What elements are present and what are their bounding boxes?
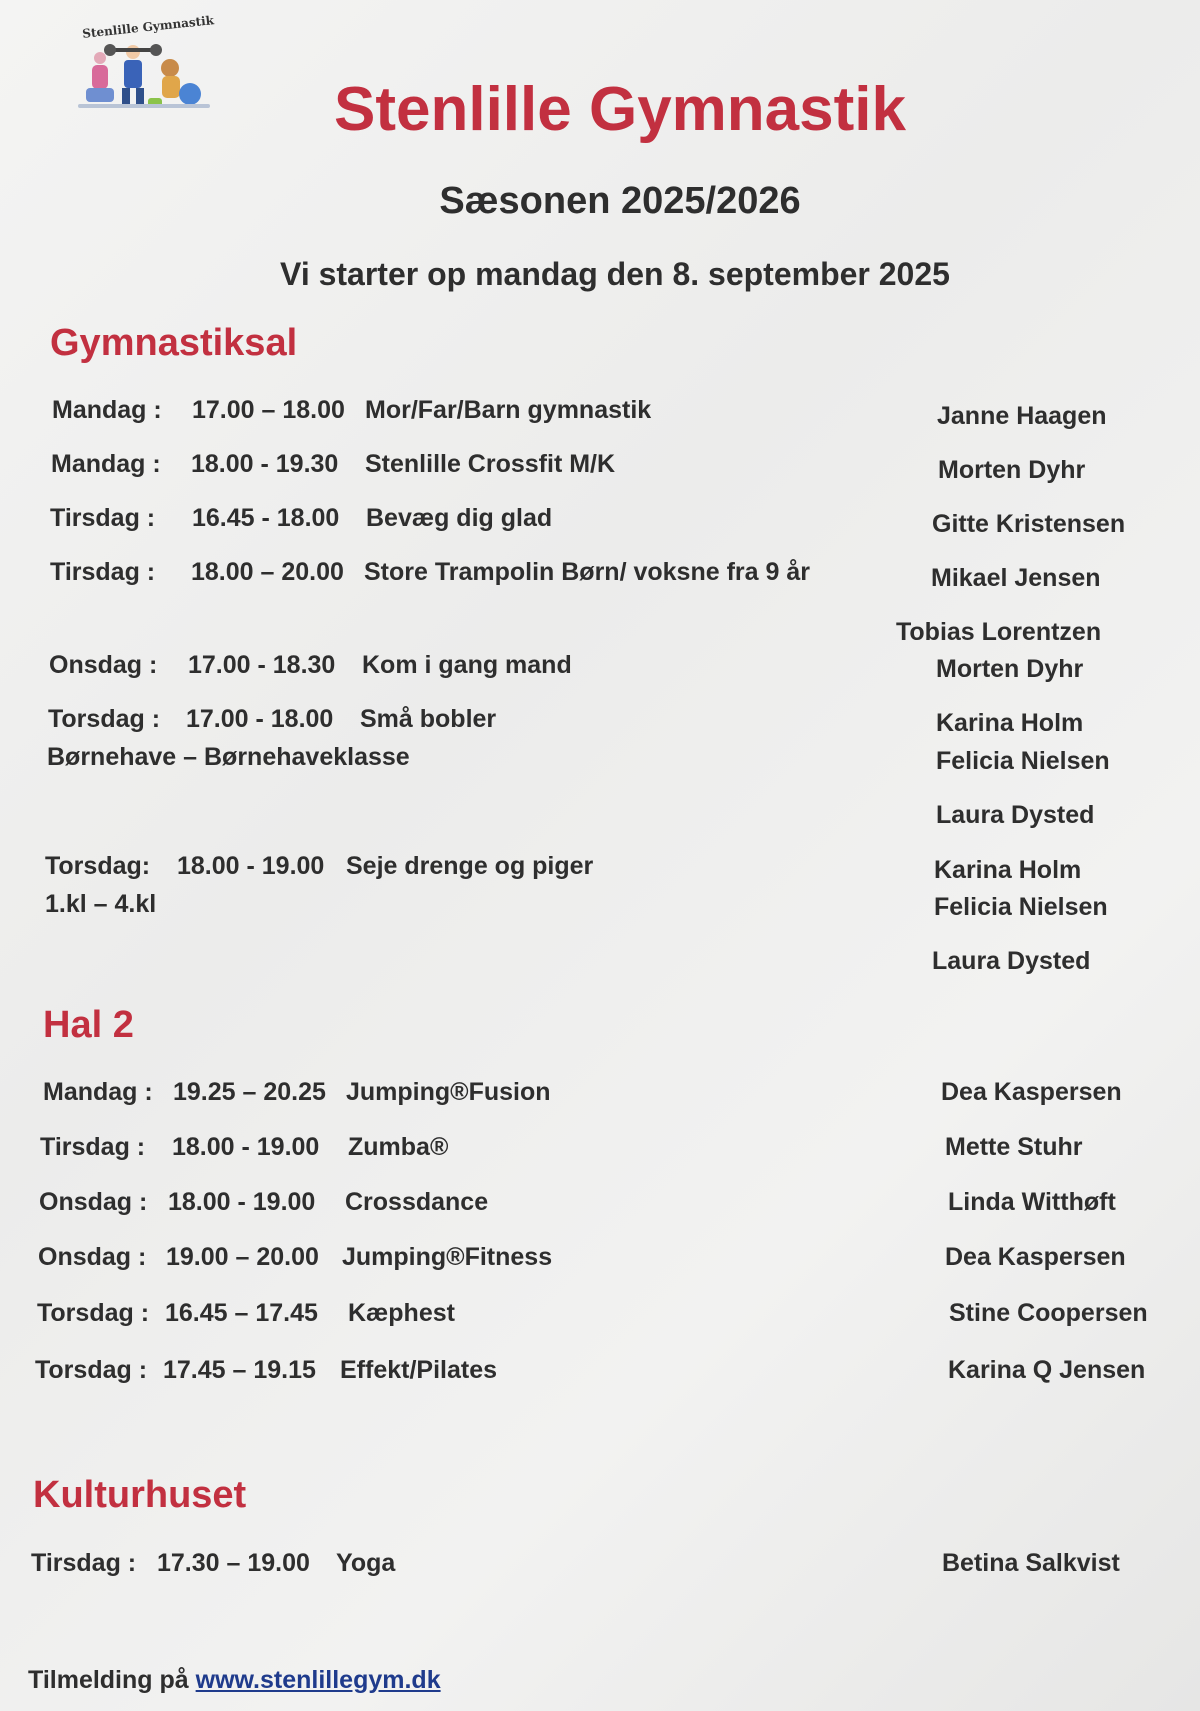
signup-link[interactable]: www.stenlillegym.dk	[195, 1666, 441, 1694]
row-time: 17.45 – 19.15	[163, 1356, 316, 1384]
instructor-name: Janne Haagen	[937, 402, 1107, 430]
row-instructor: Linda Witthøft	[948, 1188, 1116, 1216]
row-time: 18.00 - 19.30	[191, 450, 339, 478]
row-day: Tirsdag :	[50, 504, 156, 532]
row-time: 18.00 - 19.00	[168, 1188, 316, 1216]
row-time: 18.00 - 19.00	[172, 1133, 320, 1161]
row-time: 19.00 – 20.00	[166, 1243, 319, 1271]
row-activity: Bevæg dig glad	[366, 504, 553, 532]
row-activity: Crossdance	[345, 1188, 489, 1216]
signup-label: Tilmelding på	[28, 1666, 189, 1694]
section-heading-hal2: Hal 2	[43, 1004, 134, 1046]
page-title: Stenlille Gymnastik	[334, 75, 906, 144]
row-time: 17.00 - 18.00	[186, 705, 334, 733]
row-day: Onsdag :	[49, 651, 158, 679]
instructor-name: Gitte Kristensen	[932, 510, 1126, 538]
instructor-name: Morten Dyhr	[936, 655, 1084, 683]
row-subtitle: 1.kl – 4.kl	[45, 890, 157, 918]
instructor-name: Karina Holm	[936, 709, 1084, 737]
season-subtitle: Sæsonen 2025/2026	[439, 180, 801, 222]
row-time: 18.00 - 19.00	[177, 852, 325, 880]
section-heading-kulturhuset: Kulturhuset	[33, 1474, 247, 1516]
row-instructor: Mette Stuhr	[945, 1133, 1083, 1161]
row-instructor: Stine Coopersen	[949, 1299, 1148, 1327]
row-day: Torsdag :	[35, 1356, 148, 1384]
row-day: Onsdag :	[38, 1243, 147, 1271]
row-day: Mandag :	[51, 450, 161, 478]
instructor-name: Felicia Nielsen	[936, 747, 1110, 775]
row-activity: Jumping®Fitness	[342, 1243, 553, 1271]
row-day: Mandag :	[52, 396, 162, 424]
row-activity: Mor/Far/Barn gymnastik	[365, 396, 652, 424]
row-time: 19.25 – 20.25	[173, 1078, 326, 1106]
row-activity: Zumba®	[348, 1133, 449, 1161]
row-day: Torsdag:	[45, 852, 151, 880]
instructor-name: Felicia Nielsen	[934, 893, 1108, 921]
instructor-name: Laura Dysted	[936, 801, 1095, 829]
row-time: 16.45 - 18.00	[192, 504, 340, 532]
row-day: Mandag :	[43, 1078, 153, 1106]
section-heading-gymnastiksal: Gymnastiksal	[50, 322, 298, 364]
row-activity: Stenlille Crossfit M/K	[365, 450, 616, 478]
row-time: 17.00 - 18.30	[188, 651, 336, 679]
row-time: 17.30 – 19.00	[157, 1549, 310, 1577]
signup-footer	[28, 1666, 441, 1695]
row-activity: Effekt/Pilates	[340, 1356, 498, 1384]
row-activity: Yoga	[336, 1549, 396, 1577]
row-day: Tirsdag :	[40, 1133, 146, 1161]
row-time: 17.00 – 18.00	[192, 396, 345, 424]
row-activity: Jumping®Fusion	[346, 1078, 551, 1106]
instructor-name: Karina Holm	[934, 856, 1082, 884]
instructor-name: Laura Dysted	[932, 947, 1091, 975]
instructor-name: Morten Dyhr	[938, 456, 1086, 484]
row-time: 18.00 – 20.00	[191, 558, 344, 586]
row-time: 16.45 – 17.45	[165, 1299, 318, 1327]
instructor-name: Tobias Lorentzen	[896, 618, 1102, 646]
row-activity: Store Trampolin Børn/ voksne fra 9 år	[364, 558, 810, 586]
row-activity: Seje drenge og piger	[346, 852, 594, 880]
row-activity: Små bobler	[360, 705, 497, 733]
row-day: Torsdag :	[48, 705, 161, 733]
row-instructor: Dea Kaspersen	[945, 1243, 1126, 1271]
row-instructor: Dea Kaspersen	[941, 1078, 1122, 1106]
row-day: Tirsdag :	[31, 1549, 137, 1577]
instructor-name: Mikael Jensen	[931, 564, 1101, 592]
row-day: Torsdag :	[37, 1299, 150, 1327]
row-instructor: Karina Q Jensen	[948, 1356, 1146, 1384]
row-instructor: Betina Salkvist	[942, 1549, 1120, 1577]
logo-text: Stenlille Gymnastik	[81, 13, 215, 41]
row-day: Onsdag :	[39, 1188, 148, 1216]
start-date-text: Vi starter op mandag den 8. september 2025	[280, 256, 950, 292]
row-subtitle: Børnehave – Børnehaveklasse	[47, 743, 410, 771]
row-activity: Kæphest	[348, 1299, 455, 1327]
row-activity: Kom i gang mand	[362, 651, 572, 679]
row-day: Tirsdag :	[50, 558, 156, 586]
